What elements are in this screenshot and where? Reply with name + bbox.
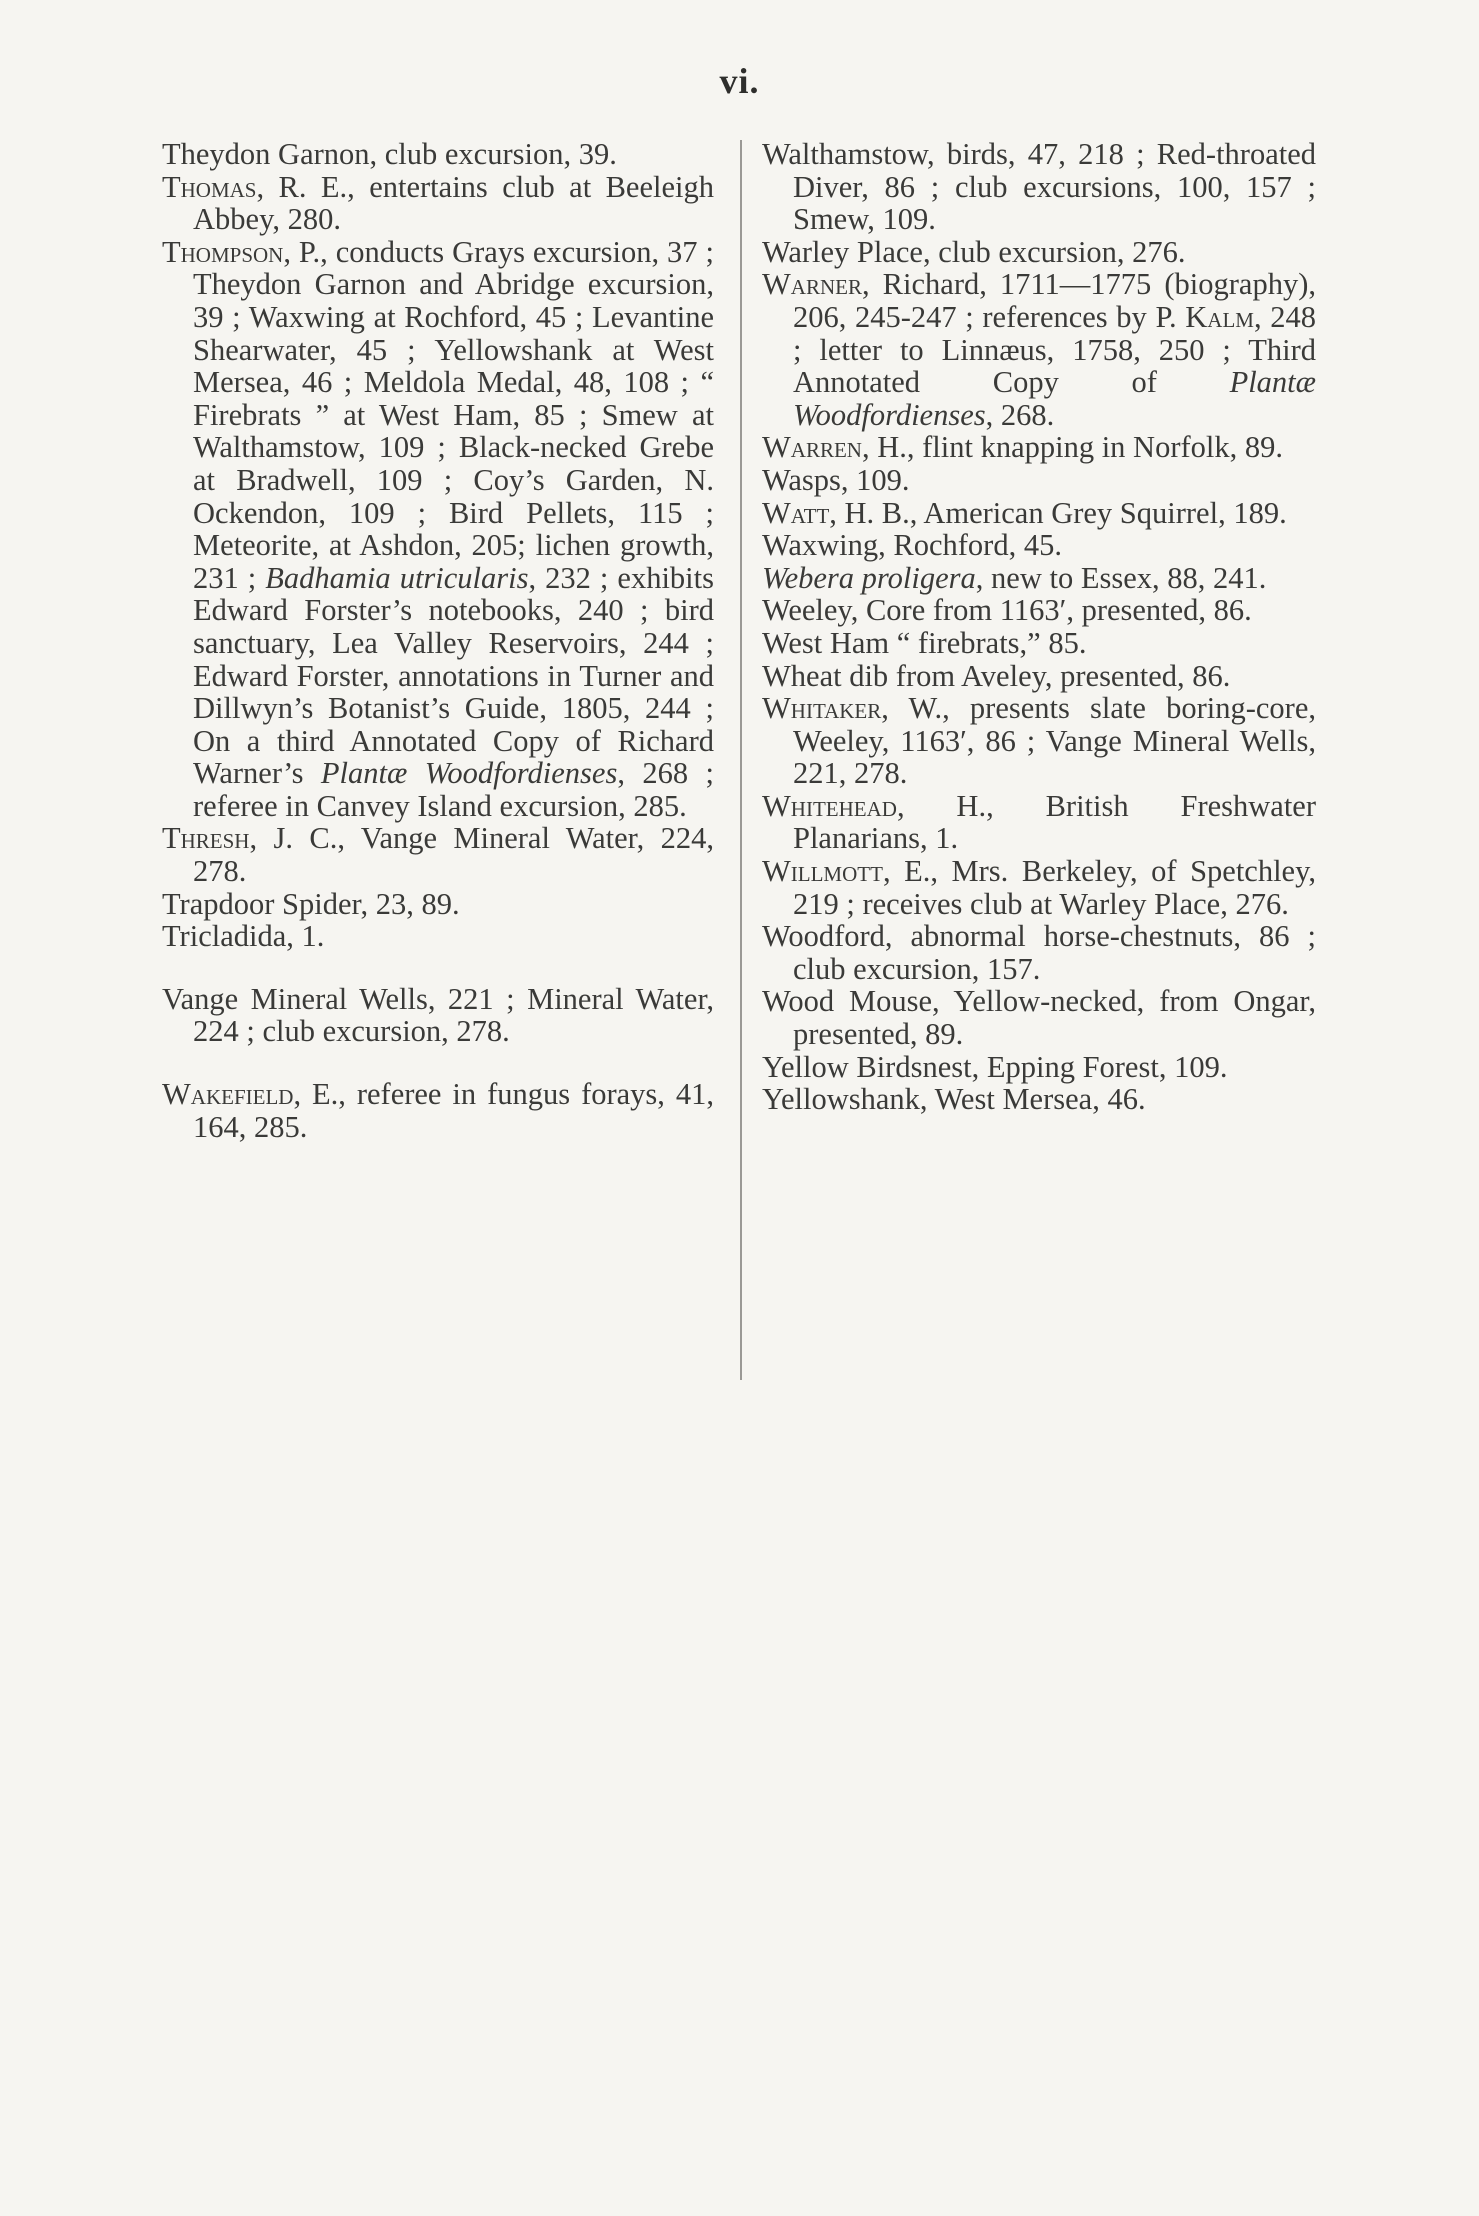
index-entry [762,855,1316,920]
index-entry [162,171,714,236]
index-entry [762,138,1316,236]
entry-name: Wakefield [162,1077,294,1112]
index-entry [162,822,714,887]
index-entry [162,138,714,171]
entry-text: , E., Mrs. Berkeley, of Spetchley, 219 ; receives club at Warley Place, 276. [793,854,1316,921]
entry-text: Wood Mouse, Yellow-necked, from Ongar, presented, 89. [762,984,1316,1052]
entry-text: , P., conducts Grays excursion, 37 ; Theydon Garnon and Abridge excursion, 39 ; Waxwing at Rochford, 45 ; Levantine Shearwater, 45 ; Yellowshank at West Mersea, 46 ; Meldola Medal, 48, 108 ; “ Firebrats ” at West Ham, 85 ; Smew at Walthamstow, 109 ; Black-necked Grebe at Bradwell, 109 ; Coy’s Garden, N. Ockendon, 109 ; Bird Pellets, 115 ; Meteorite, at Ashdon, 205; lichen growth, 231 ; [193,234,714,595]
page-number: vi. [719,61,760,101]
entry-text: Theydon Garnon, club excursion, 39. [162,137,617,171]
index-entry [762,529,1316,562]
entry-text: , H., flint knapping in Norfolk, 89. [861,430,1283,465]
index-entry [762,268,1316,431]
index-entry [762,497,1316,530]
index-entry [762,920,1316,985]
index-entry [162,236,714,823]
entry-italic-text: Plantæ Woodfordienses [793,365,1316,432]
entry-text: West Ham “ firebrats,” 85. [762,625,1087,660]
entry-text: , J. C., Vange Mineral Water, 224, 278. [193,821,714,889]
index-entry [762,1051,1316,1084]
entry-name: Whitaker [762,691,882,726]
index-entry [162,888,714,921]
index-entry [762,790,1316,855]
entry-name: Warner [762,267,862,302]
entry-text: , H., British Freshwater Planarians, 1. [793,788,1316,856]
index-entry [162,983,714,1048]
entry-name: Thomas [162,169,257,204]
index-column-right [762,138,1316,1116]
entry-text: Warley Place, club excursion, 276. [762,234,1186,269]
index-entry [762,627,1316,660]
entry-text: , Richard, 1711—1775 (biography), 206, 245-247 ; references by P. [793,267,1316,334]
index-entry [762,431,1316,464]
entry-text: Yellow Birdsnest, Epping Forest, 109. [762,1049,1228,1084]
entry-text: , R. E., entertains club at Beeleigh Abbey, 280. [193,169,714,237]
index-entry [762,594,1316,627]
entry-text: Trapdoor Spider, 23, 89. [162,886,460,921]
index-column-left [162,138,714,1143]
index-entry [762,562,1316,595]
entry-text: , 232 ; exhibits Edward Forster’s notebooks, 240 ; bird sanctuary, Lea Valley Reservoirs, 244 ; Edward Forster, annotations in Turner and Dillwyn’s Botanist’s Guide, 1805, 244 ; On a third Annotated Copy of Richard Warner’s [193,560,714,791]
entry-text: , 268 ; referee in Canvey Island excursion, 285. [193,756,714,823]
entry-text: Wheat dib from Aveley, presented, 86. [762,658,1231,693]
entry-name: Warren [762,430,862,465]
entry-text: Weeley, Core from 1163′, presented, 86. [762,593,1252,628]
index-entry [762,660,1316,693]
index-entry [762,1083,1316,1116]
entry-text: Waxwing, Rochford, 45. [762,528,1062,563]
index-entry [762,464,1316,497]
entry-text: , 268. [985,397,1055,432]
entry-text: Yellowshank, West Mersea, 46. [762,1082,1146,1117]
entry-name: Willmott [762,854,883,889]
index-entry [762,692,1316,790]
index-entry [762,236,1316,269]
entry-text: Woodford, abnormal horse-chestnuts, 86 ; club excursion, 157. [762,919,1316,986]
entry-name: Thresh [162,821,250,856]
entry-text: , H. B., American Grey Squirrel, 189. [829,495,1287,530]
entry-text: Wasps, 109. [762,462,910,497]
entry-italic-text: Plantæ Woodfordienses [320,756,618,791]
entry-text: , E., referee in fungus forays, 41, 164, 285. [193,1077,714,1144]
entry-italic-text: Badhamia utricularis [265,560,529,595]
entry-name: Watt [762,495,830,530]
entry-text: , 248 ; letter to Linnæus, 1758, 250 ; Third Annotated Copy of [793,299,1316,400]
entry-text: , new to Essex, 88, 241. [975,560,1267,595]
entry-text: , W., presents slate boring-core, Weeley, 1163′, 86 ; Vange Mineral Wells, 221, 278. [793,691,1316,791]
entry-text: Vange Mineral Wells, 221 ; Mineral Water, 224 ; club excursion, 278. [162,981,714,1049]
column-divider [740,140,742,1380]
index-entry [762,985,1316,1050]
entry-text: Walthamstow, birds, 47, 218 ; Red-throated Diver, 86 ; club excursions, 100, 157 ; Smew, 109. [762,137,1316,237]
index-entry [162,1078,714,1143]
index-entry [162,920,714,953]
entry-text: Tricladida, 1. [162,919,325,954]
entry-name: Kalm [1185,299,1254,334]
entry-name: Thompson [162,234,284,269]
entry-name: Whitehead [762,788,897,823]
entry-italic-text: Webera proligera [762,560,976,595]
